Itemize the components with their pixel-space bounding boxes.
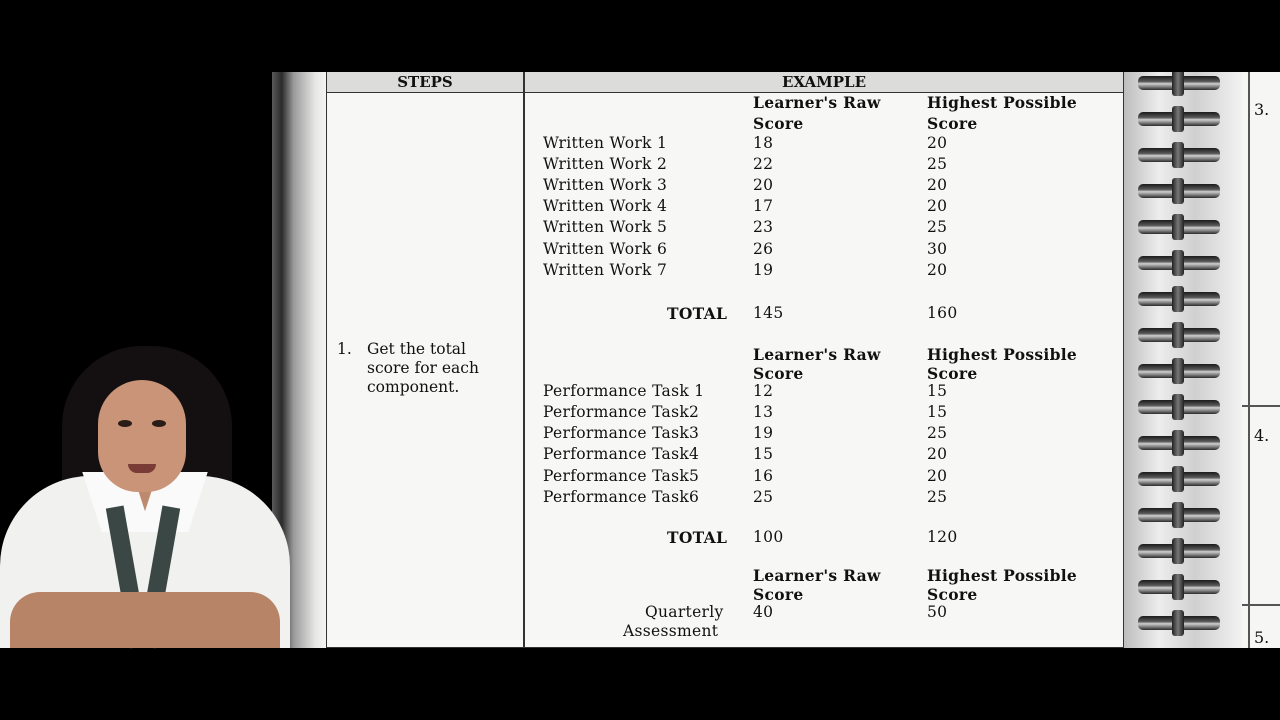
pt-label: Performance Task 1 bbox=[543, 382, 705, 400]
presenter-mouth bbox=[128, 464, 156, 473]
ww-label: Written Work 5 bbox=[543, 218, 668, 236]
pt-raw: 15 bbox=[753, 445, 774, 463]
ww-highest: 25 bbox=[927, 155, 948, 173]
col-raw-header: Learner's Raw Score bbox=[753, 345, 881, 383]
pt-highest: 15 bbox=[927, 382, 948, 400]
ww-label: Written Work 1 bbox=[543, 134, 668, 152]
col-highest-header: Highest Possible Score bbox=[927, 345, 1078, 383]
next-page-edge bbox=[1242, 72, 1280, 648]
header-example: EXAMPLE bbox=[781, 73, 867, 91]
pt-label: Performance Task5 bbox=[543, 467, 700, 485]
next-step-5: 5. bbox=[1254, 628, 1270, 647]
col-highest-header: Highest Possible Score bbox=[927, 93, 1078, 133]
ww-raw: 23 bbox=[753, 218, 774, 236]
next-page-row-line bbox=[1242, 405, 1280, 407]
col-highest-header: Highest Possible Score bbox=[927, 566, 1078, 604]
binding-ring bbox=[1138, 508, 1220, 522]
presenter-face bbox=[98, 380, 186, 492]
pt-raw: 19 bbox=[753, 424, 774, 442]
quarterly-highest: 50 bbox=[927, 603, 948, 621]
pt-highest: 15 bbox=[927, 403, 948, 421]
spiral-binding bbox=[1124, 72, 1242, 648]
pt-label: Performance Task2 bbox=[543, 403, 700, 421]
binding-ring bbox=[1138, 148, 1220, 162]
pt-highest: 25 bbox=[927, 488, 948, 506]
binding-ring bbox=[1138, 328, 1220, 342]
header-steps: STEPS bbox=[397, 73, 453, 91]
next-page-border bbox=[1248, 72, 1250, 648]
presenter-arms bbox=[10, 592, 280, 648]
ww-label: Written Work 6 bbox=[543, 240, 668, 258]
written-total-highest: 160 bbox=[927, 304, 958, 322]
col-raw-header: Learner's Raw Score bbox=[753, 93, 881, 133]
step-number: 1. bbox=[337, 340, 352, 358]
grading-steps-table bbox=[326, 72, 1124, 648]
binding-ring bbox=[1138, 544, 1220, 558]
ww-raw: 17 bbox=[753, 197, 774, 215]
pt-raw: 12 bbox=[753, 382, 774, 400]
presenter-eye bbox=[152, 420, 166, 427]
binding-ring bbox=[1138, 364, 1220, 378]
ww-label: Written Work 7 bbox=[543, 261, 668, 279]
pt-raw: 13 bbox=[753, 403, 774, 421]
binding-ring bbox=[1138, 436, 1220, 450]
performance-total-label: TOTAL bbox=[667, 528, 728, 547]
ww-raw: 22 bbox=[753, 155, 774, 173]
pt-highest: 20 bbox=[927, 467, 948, 485]
quarterly-label-line1: Quarterly bbox=[645, 603, 724, 621]
ww-highest: 30 bbox=[927, 240, 948, 258]
performance-total-raw: 100 bbox=[753, 528, 784, 546]
document-page bbox=[272, 72, 1280, 648]
quarterly-label-line2: Assessment bbox=[623, 622, 719, 640]
binding-ring bbox=[1138, 256, 1220, 270]
ww-label: Written Work 4 bbox=[543, 197, 668, 215]
binding-ring bbox=[1138, 184, 1220, 198]
binding-ring bbox=[1138, 472, 1220, 486]
written-total-label: TOTAL bbox=[667, 304, 728, 323]
column-divider bbox=[523, 72, 525, 648]
binding-ring bbox=[1138, 616, 1220, 630]
binding-ring bbox=[1138, 580, 1220, 594]
next-page-row-line bbox=[1242, 604, 1280, 606]
next-step-4: 4. bbox=[1254, 426, 1270, 445]
pt-label: Performance Task6 bbox=[543, 488, 700, 506]
pt-label: Performance Task3 bbox=[543, 424, 700, 442]
presenter-eye bbox=[118, 420, 132, 427]
ww-label: Written Work 3 bbox=[543, 176, 668, 194]
ww-highest: 20 bbox=[927, 176, 948, 194]
ww-raw: 20 bbox=[753, 176, 774, 194]
binding-ring bbox=[1138, 76, 1220, 90]
ww-raw: 26 bbox=[753, 240, 774, 258]
binding-ring bbox=[1138, 292, 1220, 306]
performance-total-highest: 120 bbox=[927, 528, 958, 546]
ww-highest: 20 bbox=[927, 197, 948, 215]
pt-raw: 16 bbox=[753, 467, 774, 485]
ww-highest: 25 bbox=[927, 218, 948, 236]
col-raw-header: Learner's Raw Score bbox=[753, 566, 881, 604]
next-step-3: 3. bbox=[1254, 100, 1270, 119]
ww-raw: 19 bbox=[753, 261, 774, 279]
ww-highest: 20 bbox=[927, 261, 948, 279]
binding-ring bbox=[1138, 400, 1220, 414]
binding-ring bbox=[1138, 112, 1220, 126]
binding-ring bbox=[1138, 220, 1220, 234]
pt-label: Performance Task4 bbox=[543, 445, 700, 463]
ww-highest: 20 bbox=[927, 134, 948, 152]
ww-label: Written Work 2 bbox=[543, 155, 668, 173]
quarterly-raw: 40 bbox=[753, 603, 774, 621]
pt-raw: 25 bbox=[753, 488, 774, 506]
pt-highest: 20 bbox=[927, 445, 948, 463]
written-total-raw: 145 bbox=[753, 304, 784, 322]
presenter-video bbox=[0, 330, 300, 648]
pt-highest: 25 bbox=[927, 424, 948, 442]
ww-raw: 18 bbox=[753, 134, 774, 152]
step-text: Get the total score for each component. bbox=[367, 340, 479, 396]
